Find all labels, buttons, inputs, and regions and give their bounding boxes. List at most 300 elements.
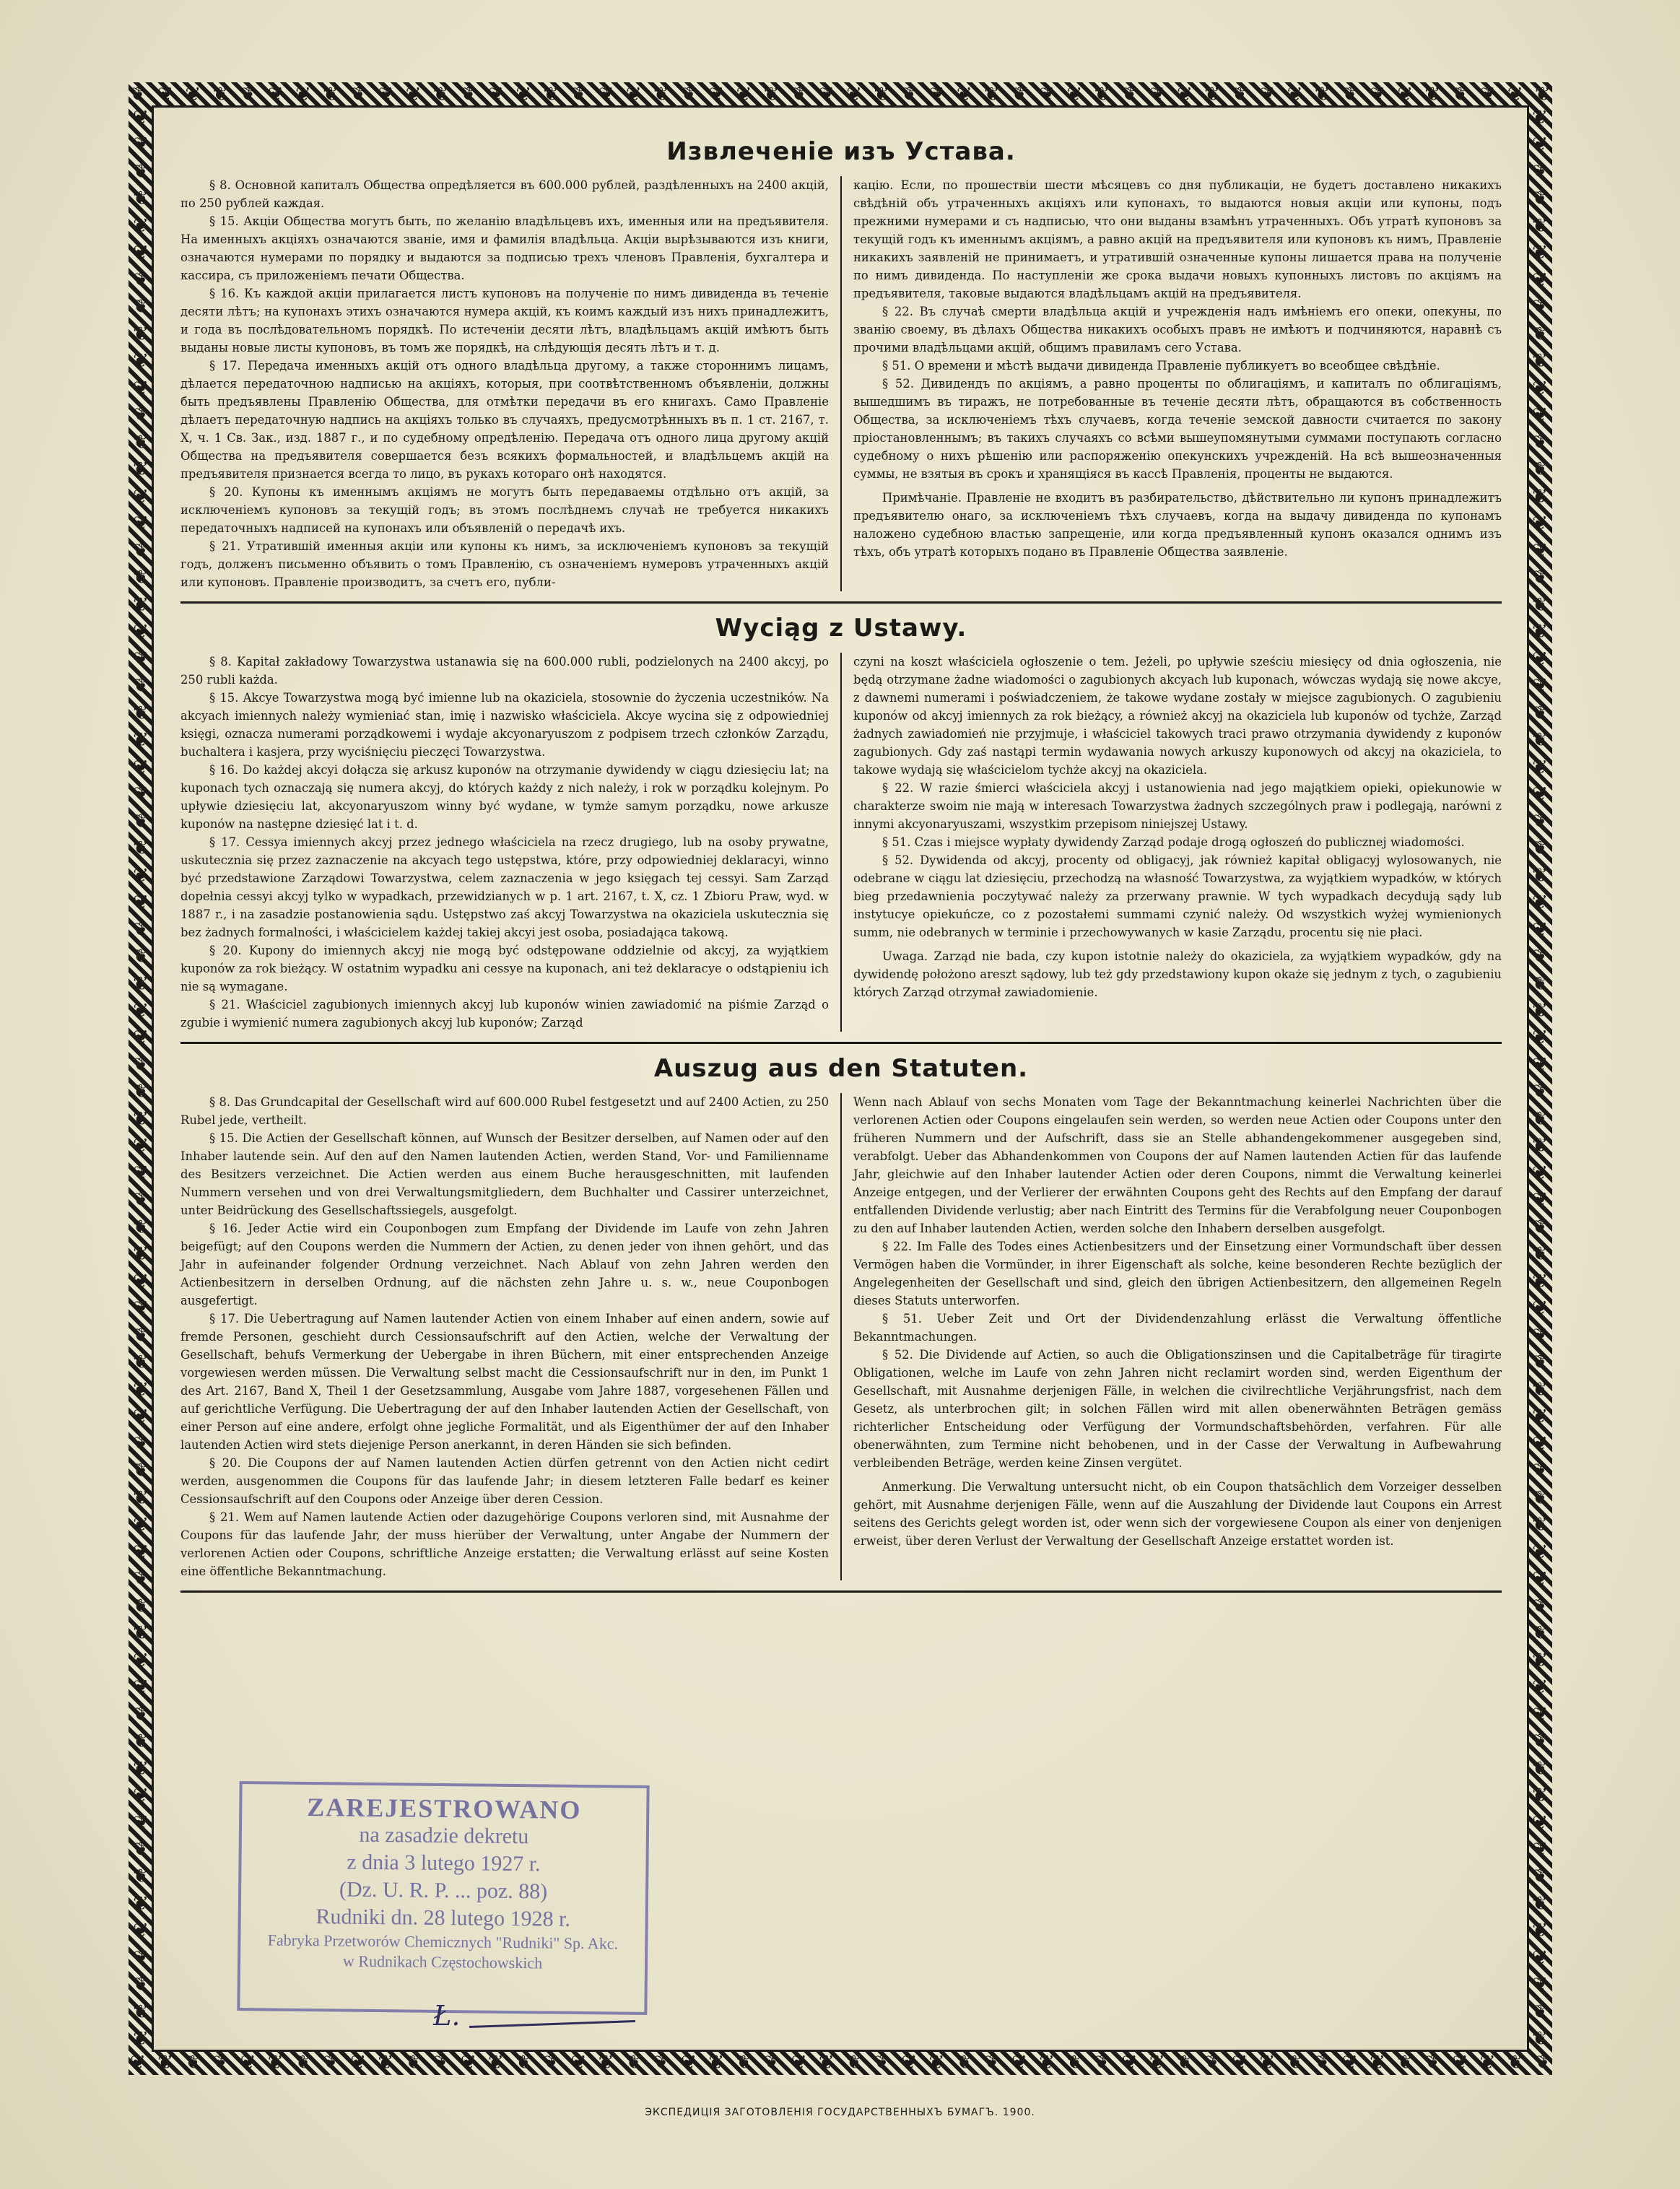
flourish-ornament: ❦ (1532, 513, 1548, 535)
flourish-ornament: ❦ (157, 2052, 173, 2073)
flourish-ornament: ❦ (928, 2052, 945, 2073)
flourish-ornament: ❦ (1532, 323, 1548, 345)
flourish-ornament: ❦ (133, 648, 149, 670)
flourish-ornament: ❦ (133, 1162, 149, 1184)
section-title-russian: Извлеченіе изъ Устава. (666, 137, 1016, 166)
flourish-ornament: ❦ (1532, 1324, 1548, 1346)
flourish-ornament: ❦ (681, 2052, 697, 2073)
flourish-ornament: ❦ (598, 2052, 614, 2073)
flourish-ornament: ❦ (543, 2052, 560, 2073)
section-title-german: Auszug aus den Statuten. (653, 1054, 1029, 1083)
flourish-ornament: ❦ (460, 84, 476, 105)
flourish-ornament: ❦ (653, 2052, 669, 2073)
flourish-ornament: ❦ (1532, 1216, 1548, 1238)
flourish-ornament: ❦ (295, 2052, 311, 2073)
flourish-ornament: ❦ (736, 2052, 752, 2073)
flourish-ornament: ❦ (956, 84, 972, 105)
flourish-ornament: ❦ (240, 84, 256, 105)
flourish-ornament: ❦ (133, 1514, 149, 1536)
flourish-ornament: ❦ (1532, 837, 1548, 860)
section-russian (180, 137, 1502, 591)
stamp-line: (Dz. U. R. P. ... poz. 88) (339, 1877, 548, 1904)
flourish-ornament: ❦ (323, 2052, 339, 2073)
flourish-ornament: ❦ (1534, 84, 1551, 105)
flourish-ornament: ❦ (133, 1135, 149, 1157)
flourish-ornament: ❦ (133, 1622, 149, 1645)
paragraph: § 21. Утратившій именныя акціи или купоны къ нимъ, за исключеніемъ купоновъ за текущій годъ, долженъ письменно объявить о томъ Правленію, съ означеніемъ нумеровъ утраченныхъ акцій или купоновъ. Правленіе производитъ, за счетъ его, публи- (180, 539, 829, 589)
flourish-ornament: ❦ (133, 1081, 149, 1103)
section-title-polish: Wyciąg z Ustawy. (715, 614, 967, 643)
flourish-ornament: ❦ (133, 1974, 149, 1996)
flourish-ornament: ❦ (1397, 2052, 1413, 2073)
flourish-ornament: ❦ (133, 377, 149, 399)
flourish-ornament: ❦ (133, 1053, 149, 1076)
flourish-ornament: ❦ (133, 1352, 149, 1374)
flourish-ornament: ❦ (133, 214, 149, 237)
flourish-ornament: ❦ (1532, 1053, 1548, 1076)
flourish-ornament: ❦ (1532, 107, 1548, 129)
stamp-line: Fabryka Przetworów Chemicznych "Rudniki" Sp. Akc. (267, 1931, 619, 1953)
flourish-ornament: ❦ (1532, 485, 1548, 508)
note-paragraph: Примѣчаніе. Правленіе не входитъ въ разбирательство, дѣйствительно ли купонъ принадлежитъ предъявителю онаго, за исключеніемъ тѣхъ случаевъ, когда на выдачу дивиденда по купонамъ наложено судебною властью запрещеніе, или когда предъявленный купонъ оказался однимъ изъ тѣхъ, объ утратѣ которыхъ подано въ Правленіе Общества заявленіе. (853, 491, 1502, 559)
flourish-ornament: ❦ (1507, 2052, 1523, 2073)
column-left (180, 1093, 842, 1580)
paragraph: § 52. Dywidenda od akcyj, procenty od obligacyj, jak również kapitał obligacyj wylosowanych, nie odebrane w ciągu lat dziesięciu, przechodzą na własność Towarzystwa, za wyjątkiem wypadków, w których bieg przedawnienia poczytywać należy za przerwany prawnie. W tych wypadkach decydują sądy lub instytucye opiekuńcze, co z pozostałemi summami czynić należy. Od wszystkich wyżej wymienionych summ, nie odebranych w terminie i przechowywanych w kasie Zarządu, procentu się nie płaci. (853, 853, 1502, 939)
flourish-ornament: ❦ (1532, 1622, 1548, 1645)
flourish-ornament: ❦ (1066, 2052, 1083, 2073)
flourish-ornament: ❦ (1532, 1839, 1548, 1861)
flourish-ornament: ❦ (133, 1568, 149, 1590)
flourish-ornament: ❦ (488, 2052, 504, 2073)
paragraph: czyni na koszt właściciela ogłoszenie o tem. Jeżeli, po upływie sześciu miesięcy od dnia ogłoszenia, nie będą otrzymane żadne wiadomości o zagubionych akcyach lub kuponach, wówczas wydają się nowe akcye, z dawnemi numerami i poświadczeniem, że takowe wydane zostały w miejsce zagubionych. O zagubieniu kuponów od akcyj imiennych za rok bieżący, a również akcyj na okaziciela lub kuponów od tychże, Zarząd żadnych zawiadomień nie przyjmuje, i właściciel takowych traci prawo otrzymania dywidendy z kuponów zagubionych. Gdy zaś nastąpi termin wydawania nowych arkuszy kuponowych od akcyj na okaziciela, to takowe wydają się właścicielom tychże akcyj na okaziciela. (853, 655, 1502, 777)
flourish-ornament: ❦ (133, 134, 149, 156)
flourish-ornament: ❦ (488, 84, 504, 105)
flourish-ornament: ❦ (133, 1107, 149, 1130)
flourish-ornament: ❦ (1532, 1162, 1548, 1184)
flourish-ornament: ❦ (133, 1920, 149, 1942)
flourish-ornament: ❦ (323, 84, 339, 105)
flourish-ornament: ❦ (185, 2052, 201, 2073)
flourish-ornament: ❦ (133, 1406, 149, 1428)
flourish-ornament: ❦ (1259, 84, 1276, 105)
paragraph: § 8. Das Grundcapital der Gesellschaft wird auf 600.000 Rubel festgesetzt und auf 2400 Actien, zu 250 Rubel jede, vertheilt. (180, 1095, 829, 1127)
flourish-ornament: ❦ (983, 2052, 1000, 2073)
flourish-ornament: ❦ (956, 2052, 972, 2073)
flourish-ornament: ❦ (1479, 84, 1496, 105)
section-polish (180, 614, 1502, 1032)
paragraph: § 51. Czas i miejsce wypłaty dywidendy Zarząd podaje drogą ogłoszeń do publicznej wiadomości. (882, 835, 1465, 849)
flourish-ornament: ❦ (295, 84, 311, 105)
flourish-ornament: ❦ (133, 1649, 149, 1671)
flourish-ornament: ❦ (1532, 1378, 1548, 1401)
stamp-line: na zasadzie dekretu (359, 1822, 529, 1849)
flourish-ornament: ❦ (1039, 84, 1055, 105)
stamp-line: w Rudnikach Częstochowskich (342, 1951, 543, 1972)
flourish-ornament: ❦ (1532, 350, 1548, 373)
flourish-ornament: ❦ (460, 2052, 476, 2073)
flourish-ornament: ❦ (1532, 1568, 1548, 1590)
flourish-ornament: ❦ (133, 675, 149, 697)
flourish-ornament: ❦ (405, 2052, 422, 2073)
flourish-ornament: ❦ (570, 84, 587, 105)
flourish-ornament: ❦ (1532, 1974, 1548, 1996)
stamp-line: z dnia 3 lutego 1927 r. (347, 1850, 541, 1876)
flourish-ornament: ❦ (1176, 84, 1193, 105)
flourish-ornament: ❦ (1370, 2052, 1385, 2073)
flourish-ornament: ❦ (1532, 214, 1548, 237)
flourish-ornament: ❦ (1532, 269, 1548, 291)
flourish-ornament: ❦ (133, 107, 149, 129)
flourish-ornament: ❦ (133, 1703, 149, 1725)
flourish-ornament: ❦ (874, 2052, 890, 2073)
flourish-ornament: ❦ (130, 2052, 146, 2073)
flourish-ornament: ❦ (846, 2052, 862, 2073)
flourish-ornament: ❦ (133, 567, 149, 589)
flourish-ornament: ❦ (133, 1676, 149, 1699)
flourish-top (130, 82, 1551, 107)
signature-stroke (469, 2020, 635, 2028)
flourish-ornament: ❦ (1121, 2052, 1138, 2073)
flourish-ornament: ❦ (133, 702, 149, 724)
flourish-ornament: ❦ (405, 84, 422, 105)
flourish-ornament: ❦ (133, 972, 149, 995)
flourish-ornament: ❦ (133, 1811, 149, 1834)
flourish-ornament: ❦ (1341, 84, 1358, 105)
flourish-ornament: ❦ (378, 2052, 394, 2073)
flourish-ornament: ❦ (133, 810, 149, 832)
flourish-ornament: ❦ (133, 946, 149, 968)
flourish-ornament: ❦ (1232, 2052, 1248, 2073)
flourish-ornament: ❦ (1532, 1595, 1548, 1617)
flourish-ornament: ❦ (133, 2001, 149, 2023)
flourish-ornament: ❦ (1532, 1811, 1548, 1834)
flourish-left (129, 107, 153, 2050)
flourish-ornament: ❦ (1532, 756, 1548, 778)
flourish-ornament: ❦ (133, 1027, 149, 1049)
flourish-ornament: ❦ (1532, 1946, 1548, 1969)
flourish-ornament: ❦ (1532, 864, 1548, 887)
flourish-ornament: ❦ (983, 84, 1000, 105)
flourish-ornament: ❦ (1532, 918, 1548, 941)
flourish-ornament: ❦ (763, 84, 780, 105)
flourish-ornament: ❦ (133, 1487, 149, 1509)
flourish-ornament: ❦ (1011, 2052, 1027, 2073)
flourish-ornament: ❦ (543, 84, 560, 105)
column-left (180, 653, 842, 1032)
flourish-ornament: ❦ (133, 350, 149, 373)
flourish-ornament: ❦ (133, 513, 149, 535)
flourish-ornament: ❦ (133, 296, 149, 318)
flourish-ornament: ❦ (1532, 1676, 1548, 1699)
flourish-ornament: ❦ (598, 84, 614, 105)
flourish-ornament: ❦ (133, 323, 149, 345)
flourish-ornament: ❦ (1066, 84, 1083, 105)
flourish-ornament: ❦ (133, 1731, 149, 1753)
flourish-ornament: ❦ (901, 2052, 918, 2073)
flourish-ornament: ❦ (1532, 1703, 1548, 1725)
flourish-ornament: ❦ (133, 783, 149, 806)
flourish-ornament: ❦ (350, 2052, 367, 2073)
flourish-ornament: ❦ (791, 84, 807, 105)
flourish-ornament: ❦ (1532, 1243, 1548, 1266)
flourish-ornament: ❦ (267, 84, 284, 105)
flourish-ornament: ❦ (1532, 539, 1548, 562)
flourish-ornament: ❦ (1532, 946, 1548, 968)
flourish-ornament: ❦ (1532, 242, 1548, 264)
note-paragraph: Uwaga. Zarząd nie bada, czy kupon istotnie należy do okaziciela, za wyjątkiem wypadków, gdy na dywidendę położono areszt sądowy, lub też gdy przedstawiony kupon okaże się jednym z tych, o zagubieniu których Zarząd otrzymał zawiadomienie. (853, 949, 1502, 999)
flourish-ornament: ❦ (1011, 84, 1027, 105)
flourish-ornament: ❦ (874, 84, 890, 105)
flourish-ornament: ❦ (133, 1839, 149, 1861)
paragraph: § 52. Дивидендъ по акціямъ, а равно проценты по облигаціямъ, и капиталъ по облигаціямъ, вышедшимъ въ тиражъ, не потребованные въ теченіе десяти лѣтъ, обращаются въ собственность Общества, за исключеніемъ тѣхъ случаевъ, когда теченіе земской давности считается по закону пріостановленнымъ; въ такихъ случаяхъ со всѣми вышеупомянутыми суммами поступають согласно судебному о нихъ рѣшенію или распоряженію опекунскихъ учрежденій. На всѣ вышеозначенныя суммы, не взятыя въ срокъ и хранящіяся въ кассѣ Правленія, проценты не выдаются. (853, 377, 1502, 481)
flourish-ornament: ❦ (133, 188, 149, 210)
flourish-ornament: ❦ (791, 2052, 807, 2073)
flourish-ornament: ❦ (133, 1297, 149, 1320)
flourish-ornament: ❦ (1424, 84, 1441, 105)
flourish-ornament: ❦ (1204, 2052, 1220, 2073)
flourish-ornament: ❦ (378, 84, 394, 105)
flourish-ornament: ❦ (1424, 2052, 1441, 2073)
flourish-ornament: ❦ (625, 2052, 642, 2073)
flourish-ornament: ❦ (133, 621, 149, 643)
paragraph: § 15. Акціи Общества могутъ быть, по желанію владѣльцевъ ихъ, именныя или на предъявителя. На именныхъ акціяхъ означаются званіе, имя и фамилія владѣльца. Акціи вырѣзываются изъ книги, означаются нумерами по порядку и выдаются за подписью трехъ членовъ Правленія, бухгалтера и кассира, съ приложеніемъ печати Общества. (180, 214, 829, 282)
flourish-ornament: ❦ (212, 84, 229, 105)
signature-area (238, 1783, 643, 2058)
flourish-ornament: ❦ (1204, 84, 1220, 105)
flourish-ornament: ❦ (133, 1432, 149, 1455)
flourish-ornament: ❦ (133, 999, 149, 1022)
flourish-ornament: ❦ (1094, 84, 1110, 105)
flourish-ornament: ❦ (570, 2052, 587, 2073)
flourish-ornament: ❦ (1532, 593, 1548, 616)
flourish-ornament: ❦ (1532, 1487, 1548, 1509)
printer-footer: ЭКСПЕДИЦІЯ ЗАГОТОВЛЕНІЯ ГОСУДАРСТВЕННЫХЪ БУМАГЪ. 1900. (645, 2107, 1035, 2118)
flourish-ornament: ❦ (1532, 160, 1548, 183)
flourish-ornament: ❦ (1532, 729, 1548, 752)
flourish-ornament: ❦ (133, 242, 149, 264)
flourish-ornament: ❦ (1532, 1352, 1548, 1374)
flourish-ornament: ❦ (133, 485, 149, 508)
flourish-ornament: ❦ (1532, 188, 1548, 210)
paragraph: § 16. Do każdej akcyi dołącza się arkusz kuponów na otrzymanie dywidendy w ciągu dziesięciu lat; na kuponach tych oznaczają się numera akcyj, do których każdy z nich należy, i rok w porządku kolejnym. Po upływie dziesięciu lat, akcyonaryuszom winny być wydane, w tymże samym porządku, nowe arkusze kuponów na następne dziesięć lat i t. d. (180, 763, 829, 831)
flourish-ornament: ❦ (1532, 2028, 1548, 2050)
flourish-ornament: ❦ (708, 2052, 725, 2073)
flourish-ornament: ❦ (1532, 1892, 1548, 1915)
paragraph: Wenn nach Ablauf von sechs Monaten vom Tage der Bekanntmachung keinerlei Nachrichten über die verlorenen Actien oder Coupons eingelaufen sein werden, so werden neue Actien oder Coupons unter den früheren Nummern und der Aufschrift, dass sie an Stelle abhandengekommener ausgegeben sind, verabfolgt. Ueber das Abhandenkommen von Coupons der auf Namen lautenden Actien für das laufende Jahr, gleichwie auf den Inhaber lautender Actien oder deren Coupons, nimmt die Verwaltung keinerlei Anzeige entgegen, und der Verlierer der erwähnten Coupons geht des Rechts auf den Empfang der darauf entfallenden Dividende verlustig; aber nach Eintritt des Termins für die Verabfolgung neuer Couponbogen zu den auf Inhaber lautenden Actien, werden solche den Inhabern derselben ausgefolgt. (853, 1095, 1502, 1235)
flourish-ornament: ❦ (133, 1946, 149, 1969)
flourish-ornament: ❦ (1287, 2052, 1303, 2073)
stamp-line: Rudniki dn. 28 lutego 1928 r. (315, 1905, 571, 1931)
paragraph: § 22. W razie śmierci właściciela akcyj i ustanowienia nad jego majątkiem opieki, opiekunowie w charakterze swoim nie mają w interesach Towarzystwa żadnych szczególnych praw i podlegają, narówni z innymi akcyonaryuszami, wszystkim przepisom niniejszej Ustawy. (853, 781, 1502, 831)
flourish-ornament: ❦ (928, 84, 945, 105)
flourish-ornament: ❦ (1259, 2052, 1276, 2073)
stamp-line: ZAREJESTROWANO (307, 1793, 582, 1824)
flourish-ornament: ❦ (1507, 84, 1523, 105)
flourish-ornament: ❦ (681, 84, 697, 105)
flourish-ornament: ❦ (846, 84, 862, 105)
paragraph: § 17. Cessya imiennych akcyj przez jednego właściciela na rzecz drugiego, lub na osoby prywatne, uskutecznia się przez zaznaczenie na akcyach tego ustępstwa, które, przy odpowiedniej deklaracyi, winno być przedstawione Zarządowi Towarzystwa, celem zaznaczenia w jego księgach tej cessyi. Sam Zarząd dopełnia cessyi akcyj tylko w wypadkach, przewidzianych w p. 1 art. 2167, t. X, cz. 1 Zbioru Praw, wyd. w 1887 r., i na zasadzie postanowienia sądu. Ustępstwo zaś akcyj Towarzystwa na okaziciela uskutecznia się bez żadnych formalności, i właścicielem każdej takiej akcyi jest osoba, posiadająca takową. (180, 835, 829, 939)
paragraph: § 52. Die Dividende auf Actien, so auch die Obligationszinsen und die Capitalbeträge für tiragirte Obligationen, welche im Laufe von zehn Jahren nicht reclamirt worden sind, werden Eigenthum der Gesellschaft, mit Ausnahme derjenigen Fälle, in welchen die civilrechtliche Verjährungsfrist, nach dem Gesetz, als unterbrochen gilt; in solchen Fällen wird mit allen obenerwähnten Beträgen gemäss richterlicher Entscheidung oder Verfügung der Vormundschaftsbehörden, verfahren. Für alle obenerwähnten, zum Termine nicht behobenen, und in der Casse der Verwaltung in Aufbewahrung verbleibenden Beträge, werden keine Zinsen vergütet. (853, 1348, 1502, 1470)
flourish-ornament: ❦ (1532, 810, 1548, 832)
flourish-ornament: ❦ (133, 837, 149, 860)
flourish-ornament: ❦ (901, 84, 918, 105)
flourish-ornament: ❦ (240, 2052, 256, 2073)
flourish-ornament: ❦ (133, 1243, 149, 1266)
paragraph: § 8. Основной капиталъ Общества опредѣляется въ 600.000 рублей, раздѣленныхъ на 2400 акцій, по 250 рублей каждая. (180, 178, 829, 210)
flourish-ornament: ❦ (1314, 2052, 1331, 2073)
flourish-ornament: ❦ (1532, 1460, 1548, 1482)
flourish-ornament: ❦ (1532, 1731, 1548, 1753)
paragraph: § 21. Właściciel zagubionych imiennych akcyj lub kuponów winien zawiadomić na piśmie Zarząd o zgubie i wymienić numera zagubionych akcyj lub kuponów; Zarząd (180, 998, 829, 1030)
flourish-ornament: ❦ (133, 1541, 149, 1563)
flourish-ornament: ❦ (625, 84, 642, 105)
flourish-ornament: ❦ (1532, 296, 1548, 318)
flourish-ornament: ❦ (133, 1785, 149, 1807)
paragraph: § 8. Kapitał zakładowy Towarzystwa ustanawia się na 600.000 rubli, podzielonych na 2400 akcyj, po 250 rubli każda. (180, 655, 829, 687)
flourish-ornament: ❦ (1479, 2052, 1496, 2073)
flourish-ornament: ❦ (133, 1270, 149, 1292)
note-paragraph: Anmerkung. Die Verwaltung untersucht nicht, ob ein Coupon thatsächlich dem Vorzeiger desselben gehört, mit Ausnahme derjenigen Fälle, wenn auf die Auszahlung der Dividende laut Coupons ein Arrest seitens des Gerichts gelegt worden ist, oder wenn sich der vorgewiesene Coupon als einer von denjenigen erweist, über deren Verlust der Verwaltung der Gesellschaft Anzeige erstattet worden ist. (853, 1480, 1502, 1548)
flourish-ornament: ❦ (1532, 377, 1548, 399)
flourish-ornament: ❦ (1532, 675, 1548, 697)
flourish-ornament: ❦ (515, 2052, 531, 2073)
flourish-ornament: ❦ (133, 539, 149, 562)
flourish-ornament: ❦ (1532, 1866, 1548, 1888)
section-divider (180, 1590, 1502, 1593)
flourish-ornament: ❦ (133, 1189, 149, 1211)
flourish-ornament: ❦ (1532, 1189, 1548, 1211)
paragraph: § 20. Kupony do imiennych akcyj nie mogą być odstępowane oddzielnie od akcyj, za wyjątkiem kuponów za rok bieżący. W ostatnim wypadku ani cessye na kuponach, ani też deklaracye o odstąpieniu ich nie są wymagane. (180, 944, 829, 993)
paragraph: § 17. Передача именныхъ акцій отъ одного владѣльца другому, а также стороннимъ лицамъ, дѣлается передаточною надписью на акціяхъ, которыя, при соотвѣтственномъ объявленіи, должны быть предъявлены Правленію Общества, для отмѣтки передачи въ его книгахъ. Само Правленіе дѣлаетъ передаточную надпись на акціяхъ только въ случаяхъ, предусмотрѣнныхъ въ п. 1 ст. 2167, т. X, ч. 1 Св. Зак., изд. 1887 г., и по судебному опредѣленію. Передача отъ одного лица другому акцій Общества на предъявителя совершается безъ всякихъ формальностей, и владѣльцемъ акцій на предъявителя признается всегда то лицо, въ рукахъ котораго онѣ находятся. (180, 359, 829, 481)
flourish-ornament: ❦ (133, 1460, 149, 1482)
flourish-ornament: ❦ (1532, 1514, 1548, 1536)
flourish-ornament: ❦ (130, 84, 146, 105)
signature: Ł. (433, 2000, 461, 2032)
flourish-ornament: ❦ (1532, 567, 1548, 589)
flourish-ornament: ❦ (653, 84, 669, 105)
flourish-right (1528, 107, 1552, 2050)
flourish-ornament: ❦ (185, 84, 201, 105)
flourish-ornament: ❦ (1232, 84, 1248, 105)
paragraph: § 16. Къ каждой акціи прилагается листъ купоновъ на полученіе по нимъ дивиденда въ теченіе десяти лѣтъ; на купонахъ этихъ означаются нумера акцій, къ коимъ каждый изъ нихъ принадлежитъ, и года въ послѣдовательномъ порядкѣ. По истеченіи десяти лѣтъ, владѣльцамъ акцій имѣютъ быть выданы новые листы купоновъ, въ томъ же порядкѣ, на слѣдующія десять лѣтъ и т. д. (180, 287, 829, 354)
flourish-ornament: ❦ (1532, 404, 1548, 427)
flourish-ornament: ❦ (133, 593, 149, 616)
flourish-ornament: ❦ (1532, 458, 1548, 481)
flourish-ornament: ❦ (1287, 84, 1303, 105)
flourish-ornament: ❦ (1532, 648, 1548, 670)
flourish-ornament: ❦ (1532, 1432, 1548, 1455)
flourish-ornament: ❦ (1532, 1081, 1548, 1103)
flourish-ornament: ❦ (1532, 783, 1548, 806)
flourish-ornament: ❦ (1532, 1920, 1548, 1942)
paragraph: § 51. Ueber Zeit und Ort der Dividendenzahlung erlässt die Verwaltung öffentliche Bekanntmachungen. (853, 1312, 1502, 1344)
flourish-ornament: ❦ (1452, 84, 1468, 105)
flourish-ornament: ❦ (350, 84, 367, 105)
flourish-ornament: ❦ (736, 84, 752, 105)
flourish-ornament: ❦ (1314, 84, 1331, 105)
flourish-ornament: ❦ (1149, 2052, 1165, 2073)
flourish-ornament: ❦ (133, 756, 149, 778)
column-right (842, 653, 1502, 1032)
flourish-ornament: ❦ (763, 2052, 780, 2073)
flourish-ornament: ❦ (1532, 702, 1548, 724)
flourish-ornament: ❦ (1532, 1757, 1548, 1780)
flourish-ornament: ❦ (133, 729, 149, 752)
flourish-ornament: ❦ (1176, 2052, 1193, 2073)
flourish-ornament: ❦ (157, 84, 173, 105)
paragraph: § 15. Die Actien der Gesellschaft können, auf Wunsch der Besitzer derselben, auf Namen oder auf den Inhaber lautende sein. Auf den auf den Namen lautenden Actien, werden Stand, Vor- und Familienname des Besitzers verzeichnet. Die Actien werden aus einem Buche herausgeschnitten, mit laufenden Nummern versehen und von drei Verwaltungsmitgliedern, dem Buchhalter und Cassirer unterzeichnet, unter Beidrückung des Gesellschaftssiegels, ausgefolgt. (180, 1131, 829, 1217)
flourish-ornament: ❦ (133, 1892, 149, 1915)
flourish-ornament: ❦ (1532, 1135, 1548, 1157)
column-right (842, 176, 1502, 591)
flourish-ornament: ❦ (1532, 431, 1548, 453)
flourish-ornament: ❦ (1532, 1649, 1548, 1671)
flourish-ornament: ❦ (212, 2052, 229, 2073)
paragraph: § 21. Wem auf Namen lautende Actien oder dazugehörige Coupons verloren sind, mit Ausnahme der Coupons für das laufende Jahr, der muss hierüber der Verwaltung, unter Angabe der Nummern der verlorenen Actien oder Coupons, schriftliche Anzeige erstatten; die Verwaltung erlässt auf seine Kosten eine öffentliche Bekanntmachung. (180, 1510, 829, 1578)
flourish-ornament: ❦ (133, 1378, 149, 1401)
paragraph: § 20. Купоны къ именнымъ акціямъ не могутъ быть передаваемы отдѣльно отъ акцій, за исключеніемъ купоновъ за текущій годъ; въ этомъ послѣднемъ случаѣ не требуется никакихъ передаточныхъ надписей на купонахъ или объявленій о передачѣ ихъ. (180, 485, 829, 535)
flourish-ornament: ❦ (1532, 999, 1548, 1022)
flourish-ornament: ❦ (133, 269, 149, 291)
flourish-ornament: ❦ (133, 431, 149, 453)
column-right (842, 1093, 1502, 1580)
paragraph: § 17. Die Uebertragung auf Namen lautender Actien von einem Inhaber auf einen andern, sowie auf fremde Personen, geschieht durch Cessionsaufschrift auf den Actien, welche der Verwaltung der Gesellschaft, behufs Vermerkung der Uebergabe in ihren Büchern, mit einer entsprechenden Anzeige vorgewiesen werden müssen. Die Verwaltung selbst macht die Cessionsaufschrift nur in den, im Punkt 1 des Art. 2167, Band X, Theil 1 der Gesetzsammlung, Ausgabe vom Jahre 1887, vorgesehenen Fällen und auf gerichtliche Verfügung. Die Uebertragung der auf den Inhaber lautenden Actien der Gesellschaft, von einer Person auf eine andere, erfolgt ohne jegliche Formalität, und als Eigenthümer der auf den Inhaber lautenden Actien wird stets diejenige Person anerkannt, in deren Händen sie sich befinden. (180, 1312, 829, 1452)
flourish-ornament: ❦ (133, 1324, 149, 1346)
flourish-ornament: ❦ (1039, 2052, 1055, 2073)
flourish-ornament: ❦ (1397, 84, 1413, 105)
flourish-ornament: ❦ (1532, 1541, 1548, 1563)
flourish-ornament: ❦ (1532, 892, 1548, 914)
flourish-ornament: ❦ (133, 2028, 149, 2050)
flourish-ornament: ❦ (1121, 84, 1138, 105)
paragraph: § 15. Akcye Towarzystwa mogą być imienne lub na okaziciela, stosownie do życzenia uczestników. Na akcyach imiennych należy wymieniać stan, imię i nazwisko właściciela. Akcye wycina się z odpowiedniej księgi, oznacza numerami porządkowemi i wydaje akcyonaryuszom z podpisem trzech członków Zarządu, buchaltera i kasjera, przy wyciśnięciu pieczęci Towarzystwa. (180, 691, 829, 759)
flourish-ornament: ❦ (133, 1757, 149, 1780)
flourish-ornament: ❦ (133, 892, 149, 914)
flourish-ornament: ❦ (1149, 84, 1165, 105)
flourish-ornament: ❦ (1532, 621, 1548, 643)
flourish-ornament: ❦ (1532, 1785, 1548, 1807)
flourish-ornament: ❦ (1534, 2052, 1551, 2073)
flourish-ornament: ❦ (818, 84, 835, 105)
flourish-ornament: ❦ (267, 2052, 284, 2073)
section-divider (180, 601, 1502, 604)
flourish-ornament: ❦ (1532, 972, 1548, 995)
flourish-ornament: ❦ (133, 458, 149, 481)
paragraph: § 16. Jeder Actie wird ein Couponbogen zum Empfang der Dividende im Laufe von zehn Jahren beigefügt; auf den Coupons werden die Nummern der Actien, zu denen jeder von ihnen gehört, und das Jahr in aufeinander folgender Ordnung verzeichnet. Nach Ablauf von zehn Jahren werden den Actienbesitzern in derselben Ordnung, auf die nächsten zehn Jahre u. s. w., neue Couponbogen ausgefertigt. (180, 1222, 829, 1307)
flourish-ornament: ❦ (1532, 2001, 1548, 2023)
paragraph: кацію. Если, по прошествіи шести мѣсяцевъ со дня публикаціи, не будетъ доставлено никакихъ свѣдѣній объ утраченныхъ акціяхъ или купонахъ, то выдаются новыя акціи или купоны, подъ прежними нумерами и съ надписью, что они выданы взамѣнъ утраченныхъ. Объ утратѣ купоновъ за текущій годъ къ именнымъ акціямъ, а равно акцій на предъявителя или купоновъ къ нимъ, Правленіе никакихъ заявленій не принимаетъ, и утратившій означенные купоны лишается права на полученіе по нимъ дивиденда. По наступленіи же срока выдачи новыхъ купонныхъ листовъ по акціямъ на предъявителя, таковые выдаются владѣльцамъ акцій на предъявителя. (853, 178, 1502, 300)
column-left (180, 176, 842, 591)
flourish-ornament: ❦ (1532, 134, 1548, 156)
section-german (180, 1054, 1502, 1580)
flourish-ornament: ❦ (1532, 1270, 1548, 1292)
paragraph: § 51. О времени и мѣстѣ выдачи дивиденда Правленіе публикуетъ во всеобщее свѣдѣніе. (882, 359, 1440, 373)
flourish-ornament: ❦ (133, 864, 149, 887)
flourish-ornament: ❦ (133, 1216, 149, 1238)
flourish-ornament: ❦ (1370, 84, 1385, 105)
flourish-ornament: ❦ (708, 84, 725, 105)
flourish-ornament: ❦ (1452, 2052, 1468, 2073)
paragraph: § 20. Die Coupons der auf Namen lautenden Actien dürfen getrennt von den Actien nicht cedirt werden, ausgenommen die Coupons für das laufende Jahr; in diesem letzteren Falle bedarf es keiner Cessionsaufschrift auf den Coupons oder Anzeige über deren Cession. (180, 1456, 829, 1506)
flourish-ornament: ❦ (432, 2052, 449, 2073)
flourish-ornament: ❦ (1532, 1027, 1548, 1049)
section-divider (180, 1042, 1502, 1044)
paragraph: § 22. Въ случаѣ смерти владѣльца акцій и учрежденія надъ имѣніемъ его опеки, опекуны, по званію своему, въ дѣлахъ Общества никакихъ особыхъ правъ не имѣютъ и подчиняются, наравнѣ съ прочими владѣльцами акцій, общимъ правиламъ сего Устава. (853, 305, 1502, 354)
flourish-ornament: ❦ (133, 1595, 149, 1617)
flourish-ornament: ❦ (133, 160, 149, 183)
flourish-ornament: ❦ (133, 918, 149, 941)
flourish-ornament: ❦ (1532, 1406, 1548, 1428)
